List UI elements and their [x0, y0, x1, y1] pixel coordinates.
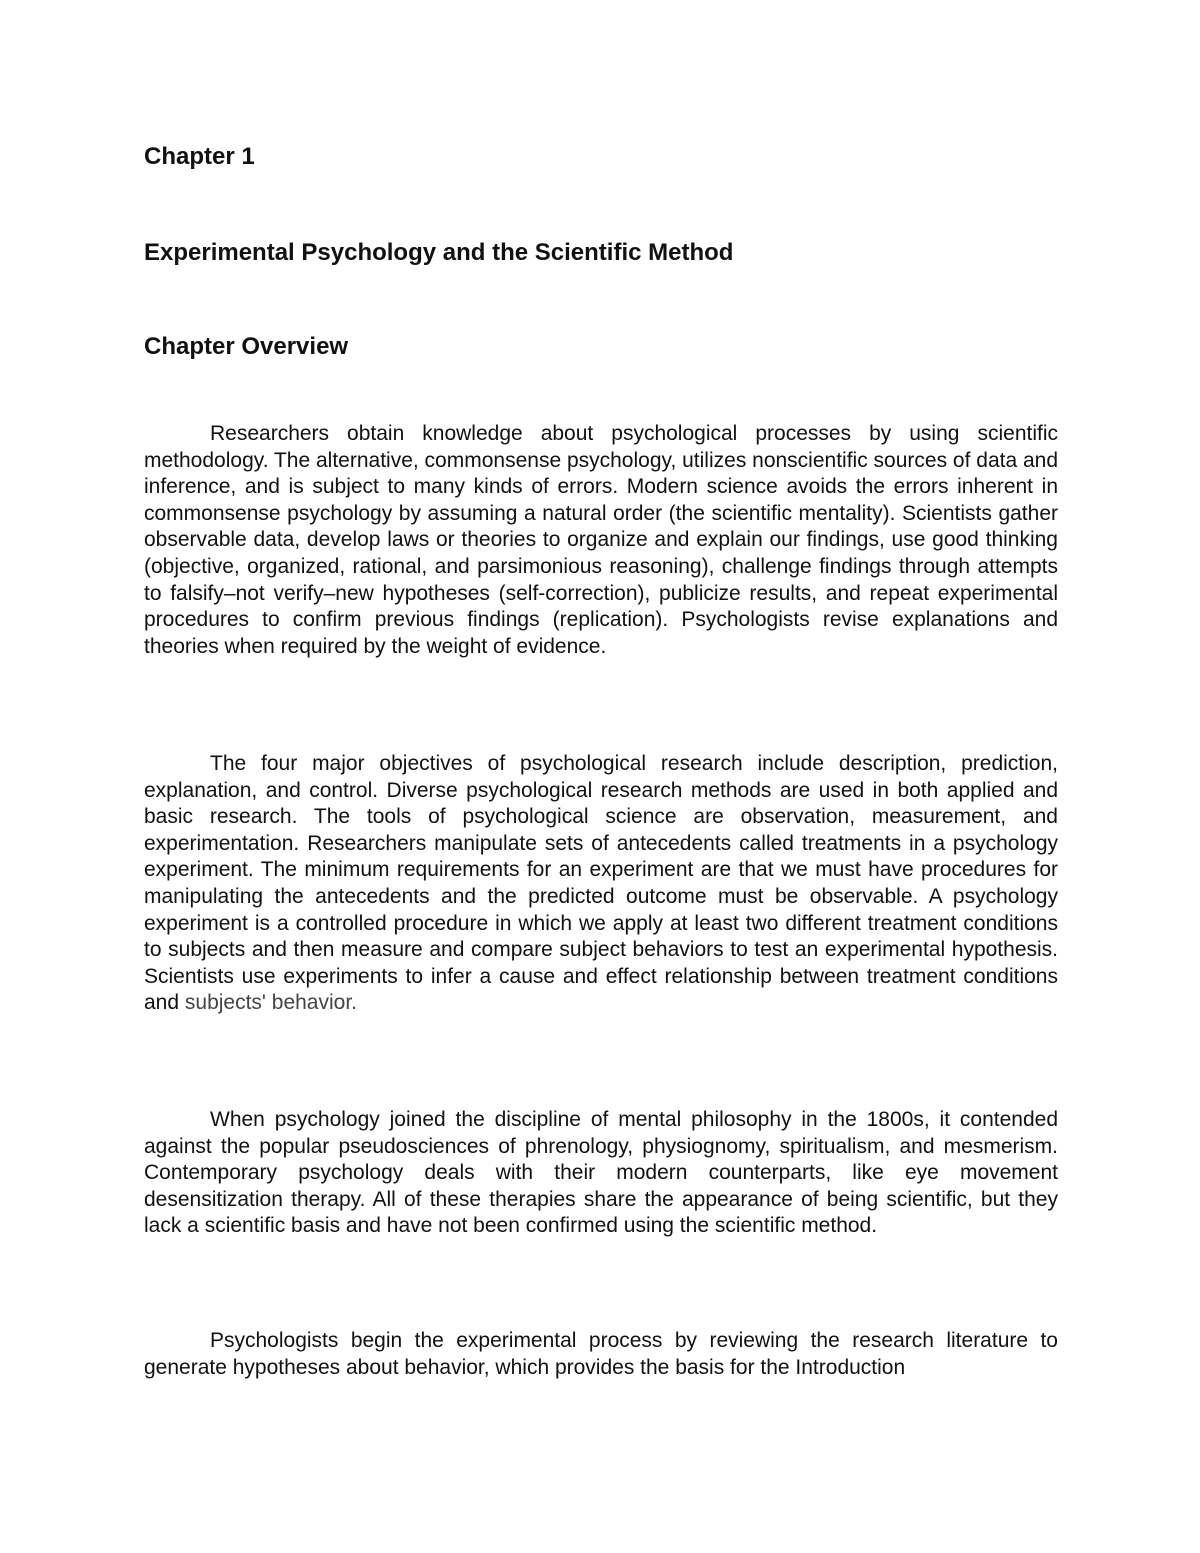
- paragraph-experimental-process: Psychologists begin the experimental process by reviewing the research literature to generate hypotheses about behavior, which provides the basis for the Introduction: [144, 1329, 1058, 1379]
- paragraph-objectives-body: The four major objectives of psychological research include description, prediction, explanation, and control. Diverse psychological research methods are used in both applied and basic research. The tools of psychological science are observation, measurement, and experimentation. Researchers manipulate sets of antecedents called treatments in a psychology experiment. The minimum requirements for an experiment are that we must have procedures for manipulating the antecedents and the predicted outcome must be observable. A psychology experiment is a controlled procedure in which we apply at least two different treatment conditions to subjects and then measure and compare subject behaviors to test an experimental hypothesis. Scientists use experiments to infer a cause and effect relationship between treatment conditions and: [144, 752, 1058, 1015]
- chapter-title: Experimental Psychology and the Scientific Method: [144, 239, 734, 266]
- section-heading: Chapter Overview: [144, 333, 349, 360]
- document-page: [144, 0, 1058, 1553]
- chapter-label: Chapter 1: [144, 143, 255, 170]
- paragraph-pseudoscience: When psychology joined the discipline of mental philosophy in the 1800s, it contended against the popular pseudosciences of phrenology, physiognomy, spiritualism, and mesmerism. Contemporary psychology deals with their modern counterparts, like eye movement desensitization therapy. All of these therapies share the appearance of being scientific, but they lack a scientific basis and have not been confirmed using the scientific method.: [144, 1108, 1058, 1238]
- paragraph-objectives: [144, 751, 1058, 1017]
- paragraph-overview: Researchers obtain knowledge about psychological processes by using scientific methodology. The alternative, commonsense psychology, utilizes nonscientific sources of data and inference, and is subject to many kinds of errors. Modern science avoids the errors inherent in commonsense psychology by assuming a natural order (the scientific mentality). Scientists gather observable data, develop laws or theories to organize and explain our findings, use good thinking (objective, organized, rational, and parsimonious reasoning), challenge findings through attempts to falsify–not verify–new hypotheses (self-correction), publicize results, and repeat experimental procedures to confirm previous findings (replication). Psychologists revise explanations and theories when required by the weight of evidence.: [144, 422, 1059, 658]
- paragraph-objectives-tail: subjects' behavior.: [184, 991, 358, 1015]
